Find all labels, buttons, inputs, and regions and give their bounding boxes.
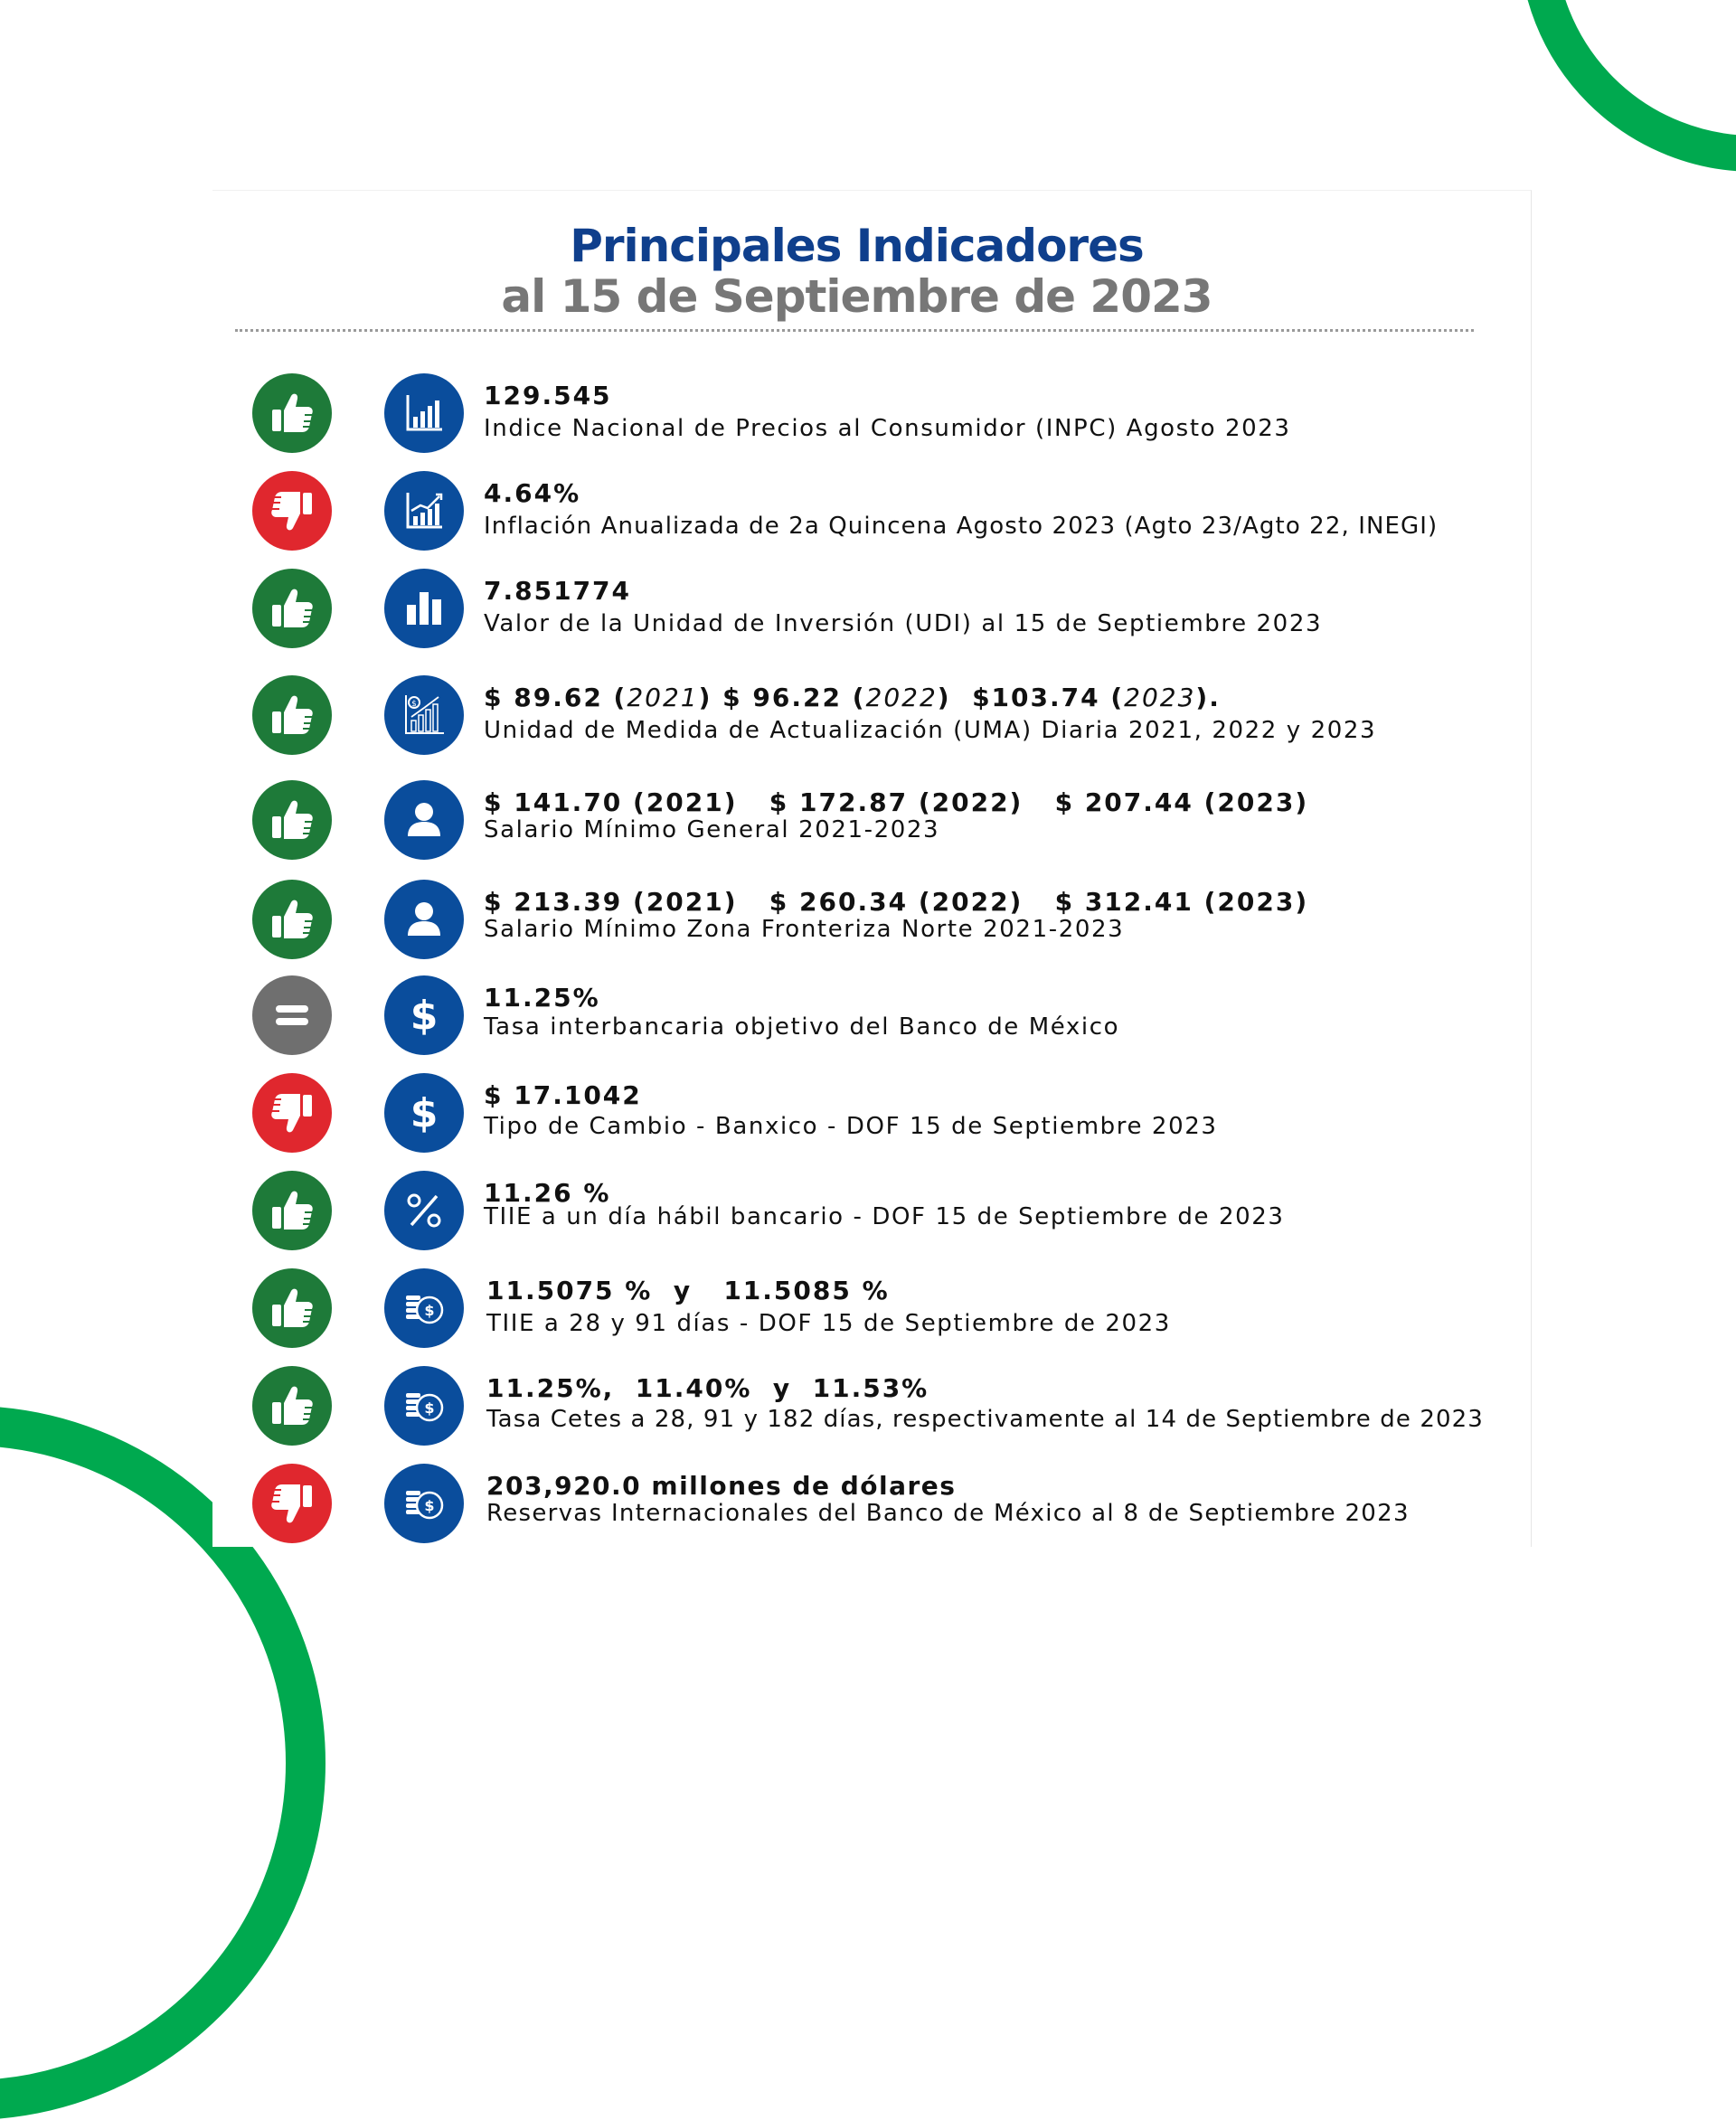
indicator-description: Inflación Anualizada de 2a Quincena Agosto 2023 (Agto 23/Agto 22, INEGI) (484, 513, 1439, 540)
indicator-row-udi (212, 569, 1531, 650)
indicator-value: 7.851774 (484, 576, 632, 606)
indicator-row-salario-general (212, 780, 1531, 862)
page-title: Principales Indicadores (570, 220, 1144, 272)
thumbs-up-icon (252, 1268, 332, 1348)
decorative-arc-top-right (1519, 0, 1736, 172)
person-icon (384, 880, 464, 959)
indicator-description: Reservas Internacionales del Banco de México al 8 de Septiembre 2023 (486, 1500, 1410, 1527)
svg-text:$: $ (410, 1090, 439, 1136)
indicator-description: Tasa interbancaria objetivo del Banco de México (484, 1013, 1120, 1041)
page-subtitle: al 15 de Septiembre de 2023 (501, 270, 1212, 323)
indicator-row-salario-frontera (212, 880, 1531, 961)
indicator-row-tiie-28-91 (212, 1268, 1531, 1350)
indicator-value: $ 213.39 (2021) $ 260.34 (2022) $ 312.41 (2023) (484, 887, 1309, 917)
thumbs-up-icon (252, 880, 332, 959)
coins-icon (384, 1268, 464, 1348)
indicator-value: 203,920.0 millones de dólares (486, 1471, 957, 1501)
indicator-value: $ 141.70 (2021) $ 172.87 (2022) $ 207.44 (2023) (484, 787, 1309, 817)
trend-chart-icon (384, 471, 464, 551)
person-icon (384, 780, 464, 860)
indicator-row-tasa-objetivo (212, 975, 1531, 1057)
thumbs-up-icon (252, 373, 332, 453)
thumbs-up-icon (252, 675, 332, 755)
equal-icon (252, 975, 332, 1055)
columns-icon (384, 569, 464, 648)
coins-icon (384, 1464, 464, 1543)
uma-value-2022: $ 96.22 (722, 683, 842, 712)
thumbs-up-icon (252, 1171, 332, 1250)
indicator-row-inpc (212, 373, 1531, 455)
indicator-row-uma (212, 675, 1531, 757)
indicator-row-cetes (212, 1366, 1531, 1447)
indicator-value: $ 89.62 (2021) $ 96.22 (2022) $103.74 (2023). (484, 683, 1221, 712)
indicator-description: TIIE a un día hábil bancario - DOF 15 de Septiembre de 2023 (484, 1203, 1285, 1230)
thumbs-down-icon (252, 471, 332, 551)
indicator-description: Tasa Cetes a 28, 91 y 182 días, respectivamente al 14 de Septiembre de 2023 (486, 1406, 1484, 1433)
indicator-row-tipo-cambio (212, 1073, 1531, 1154)
indicator-description: Indice Nacional de Precios al Consumidor (INPC) Agosto 2023 (484, 415, 1291, 442)
indicator-value: 11.26 % (484, 1178, 611, 1208)
svg-text:$: $ (410, 993, 439, 1039)
indicator-value: 4.64% (484, 478, 581, 508)
indicator-value: $ 17.1042 (484, 1080, 642, 1110)
svg-text:$: $ (424, 1302, 435, 1319)
indicator-description: TIIE a 28 y 91 días - DOF 15 de Septiembre de 2023 (486, 1310, 1171, 1337)
dollar-icon (384, 1073, 464, 1153)
svg-text:$: $ (424, 1399, 435, 1417)
indicator-value: 129.545 (484, 381, 612, 410)
indicator-description: Salario Mínimo General 2021-2023 (484, 816, 940, 843)
money-growth-icon (384, 675, 464, 755)
indicator-row-inflacion (212, 471, 1531, 552)
thumbs-up-icon (252, 569, 332, 648)
svg-text:$: $ (424, 1497, 435, 1514)
indicator-value: 11.25%, 11.40% y 11.53% (486, 1373, 929, 1403)
indicator-description: Tipo de Cambio - Banxico - DOF 15 de Septiembre 2023 (484, 1113, 1218, 1140)
indicator-value: 11.5075 % y 11.5085 % (486, 1276, 890, 1305)
thumbs-up-icon (252, 780, 332, 860)
thumbs-up-icon (252, 1366, 332, 1446)
uma-value-2023: $103.74 (972, 683, 1100, 712)
uma-year-2022: 2022 (865, 683, 938, 712)
indicator-value: 11.25% (484, 983, 600, 1013)
uma-value-2021: $ 89.62 (484, 683, 603, 712)
percent-icon (384, 1171, 464, 1250)
uma-year-2021: 2021 (627, 683, 699, 712)
uma-year-2023: 2023 (1124, 683, 1196, 712)
indicator-description: Salario Mínimo Zona Fronteriza Norte 2021-2023 (484, 916, 1125, 943)
indicator-row-tiie-1dia (212, 1171, 1531, 1252)
indicator-description: Unidad de Medida de Actualización (UMA) Diaria 2021, 2022 y 2023 (484, 717, 1377, 744)
indicator-description: Valor de la Unidad de Inversión (UDI) al 15 de Septiembre 2023 (484, 610, 1323, 637)
dotted-divider (235, 329, 1474, 332)
svg-text:$: $ (411, 700, 417, 709)
thumbs-down-icon (252, 1073, 332, 1153)
bar-chart-icon (384, 373, 464, 453)
coins-icon (384, 1366, 464, 1446)
thumbs-down-icon (252, 1464, 332, 1543)
indicators-card (212, 190, 1532, 1547)
dollar-icon (384, 975, 464, 1055)
indicator-row-reservas (212, 1464, 1531, 1545)
